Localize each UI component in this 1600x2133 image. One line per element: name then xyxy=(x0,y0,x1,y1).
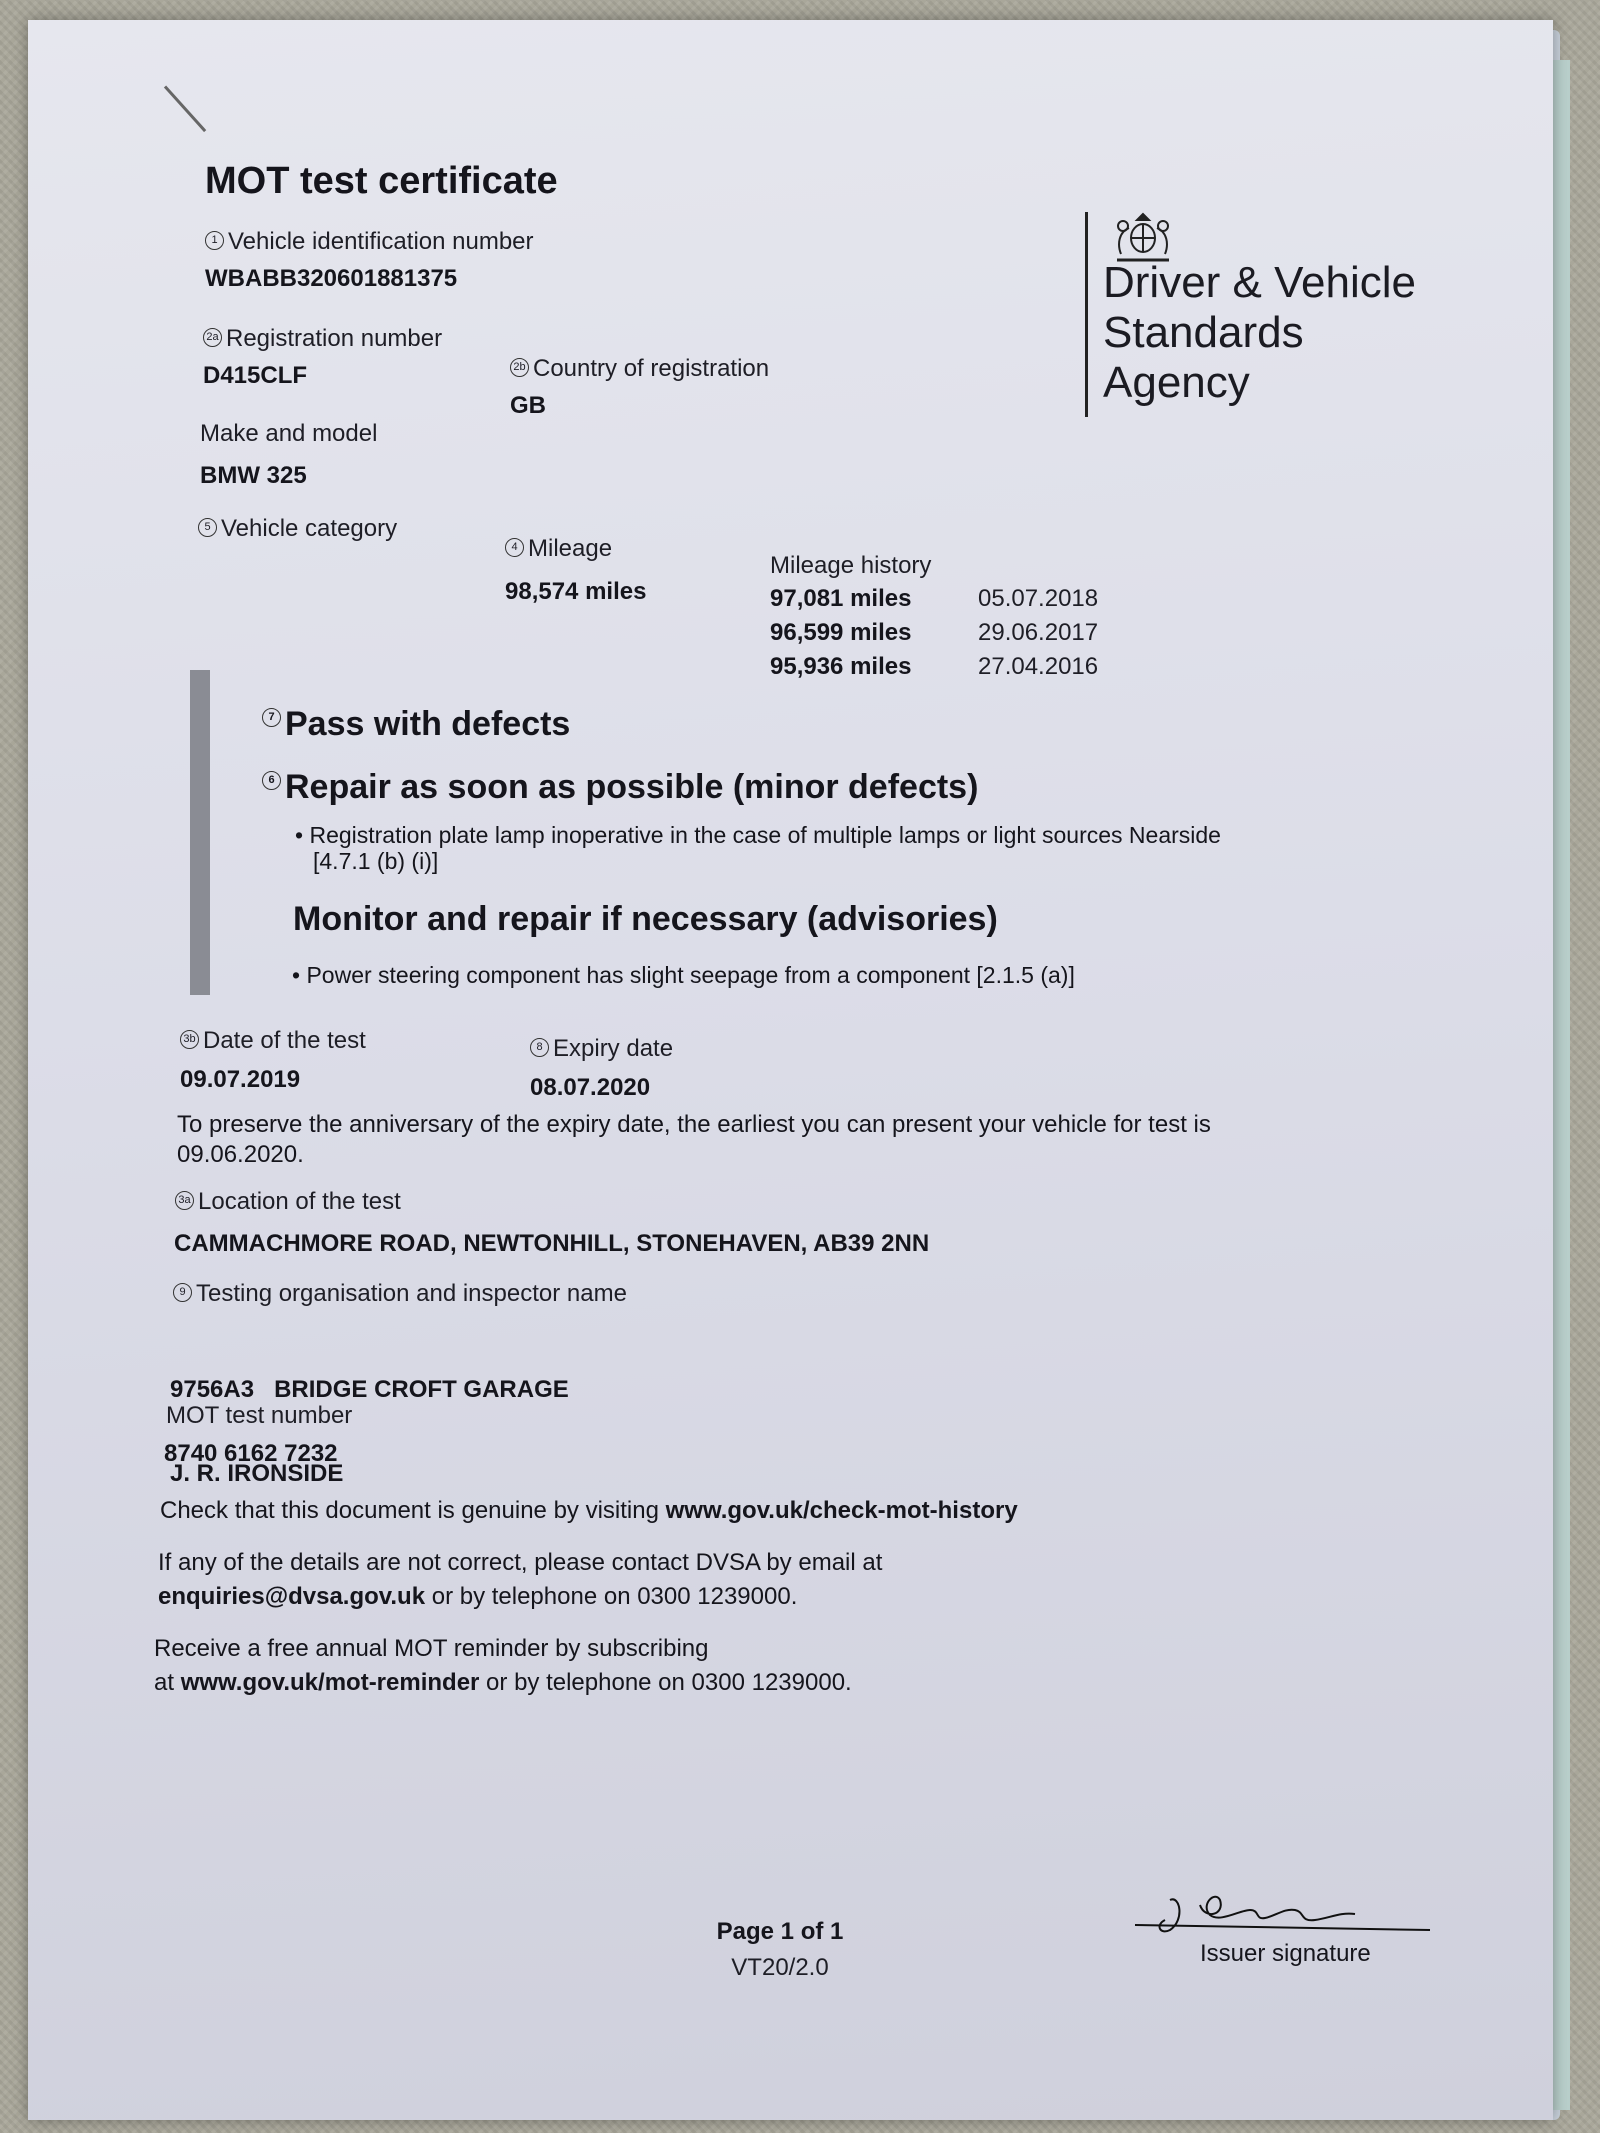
advisories-heading: Monitor and repair if necessary (advisories) xyxy=(293,900,998,938)
mileage-history-row: 97,081 miles 05.07.2018 xyxy=(770,585,1099,612)
vin-label: 1 Vehicle identification number xyxy=(205,228,534,256)
minor-defect-item: • Registration plate lamp inoperative in the case of multiple lamps or light sources Nearside [4.7.1 (b) (i)] xyxy=(295,822,1221,874)
country-label: 2b Country of registration xyxy=(510,355,769,383)
field-number-badge: 9 xyxy=(173,1283,192,1302)
vin-value: WBABB320601881375 xyxy=(205,265,458,292)
reminder-note: Receive a free annual MOT reminder by subscribing at www.gov.uk/mot-reminder or by telephone on 0300 1239000. xyxy=(154,1635,852,1696)
mileage-history-row: 95,936 miles 27.04.2016 xyxy=(770,653,1099,680)
mileage-label: 4 Mileage xyxy=(505,535,612,563)
issuer-signature-label: Issuer signature xyxy=(1200,1940,1371,1967)
mot-reminder-link[interactable]: www.gov.uk/mot-reminder xyxy=(180,1669,480,1696)
page-number: Page 1 of 1 xyxy=(716,1918,844,1945)
genuine-check-note: Check that this document is genuine by visiting www.gov.uk/check-mot-history xyxy=(160,1497,1018,1524)
anniversary-note: To preserve the anniversary of the expiry date, the earliest you can present your vehicle for test is 09.06.2020. xyxy=(177,1111,1211,1168)
result-bar xyxy=(190,670,210,995)
field-number-badge: 6 xyxy=(262,771,281,790)
field-number-badge: 2a xyxy=(203,328,222,347)
minor-defects-heading: 6 Repair as soon as possible (minor defects) xyxy=(262,768,978,807)
test-number-label: MOT test number xyxy=(166,1402,353,1429)
field-number-badge: 3a xyxy=(175,1191,194,1210)
mileage-history-row: 96,599 miles 29.06.2017 xyxy=(770,619,1099,646)
mileage-value: 98,574 miles xyxy=(505,578,647,605)
check-mot-history-link[interactable]: www.gov.uk/check-mot-history xyxy=(665,1497,1018,1524)
expiry-date-label: 8 Expiry date xyxy=(530,1035,673,1063)
advisory-item: • Power steering component has slight seepage from a component [2.1.5 (a)] xyxy=(292,962,1075,988)
test-date-label: 3b Date of the test xyxy=(180,1027,366,1055)
testing-organisation-label: 9 Testing organisation and inspector name xyxy=(173,1280,627,1308)
enquiries-email-link[interactable]: enquiries@dvsa.gov.uk xyxy=(158,1583,426,1610)
contact-note: If any of the details are not correct, please contact DVSA by email at enquiries@dvsa.gov.uk or by telephone on 0300 1239000. xyxy=(158,1549,883,1610)
page-title: MOT test certificate xyxy=(205,160,558,202)
field-number-badge: 7 xyxy=(262,708,281,727)
field-number-badge: 4 xyxy=(505,538,524,557)
expiry-date-value: 08.07.2020 xyxy=(530,1074,651,1101)
field-number-badge: 2b xyxy=(510,358,529,377)
test-date-value: 09.07.2019 xyxy=(180,1066,301,1093)
mileage-history-label: Mileage history xyxy=(770,552,932,579)
testing-organisation-value: 9756A3 BRIDGE CROFT GARAGE J. R. IRONSIDE xyxy=(170,1376,569,1487)
page-footer xyxy=(680,1918,880,1982)
make-model-value: BMW 325 xyxy=(200,462,307,489)
test-location-value: CAMMACHMORE ROAD, NEWTONHILL, STONEHAVEN, AB39 2NN xyxy=(174,1230,930,1257)
make-model-label: Make and model xyxy=(200,420,378,447)
registration-value: D415CLF xyxy=(203,362,308,389)
mileage-history-list xyxy=(770,585,1130,687)
field-number-badge: 5 xyxy=(198,518,217,537)
form-code: VT20/2.0 xyxy=(731,1954,829,1981)
field-number-badge: 1 xyxy=(205,231,224,250)
test-location-label: 3a Location of the test xyxy=(175,1188,401,1216)
test-number-value: 8740 6162 7232 xyxy=(164,1440,338,1467)
dvsa-logo-text: Driver & Vehicle Standards Agency xyxy=(1103,258,1417,407)
vehicle-category-label: 5 Vehicle category xyxy=(198,515,397,543)
registration-label: 2a Registration number xyxy=(203,325,442,353)
field-number-badge: 8 xyxy=(530,1038,549,1057)
country-value: GB xyxy=(510,392,546,419)
logo-divider xyxy=(1085,212,1088,417)
field-number-badge: 3b xyxy=(180,1030,199,1049)
test-result: 7 Pass with defects xyxy=(262,705,570,744)
